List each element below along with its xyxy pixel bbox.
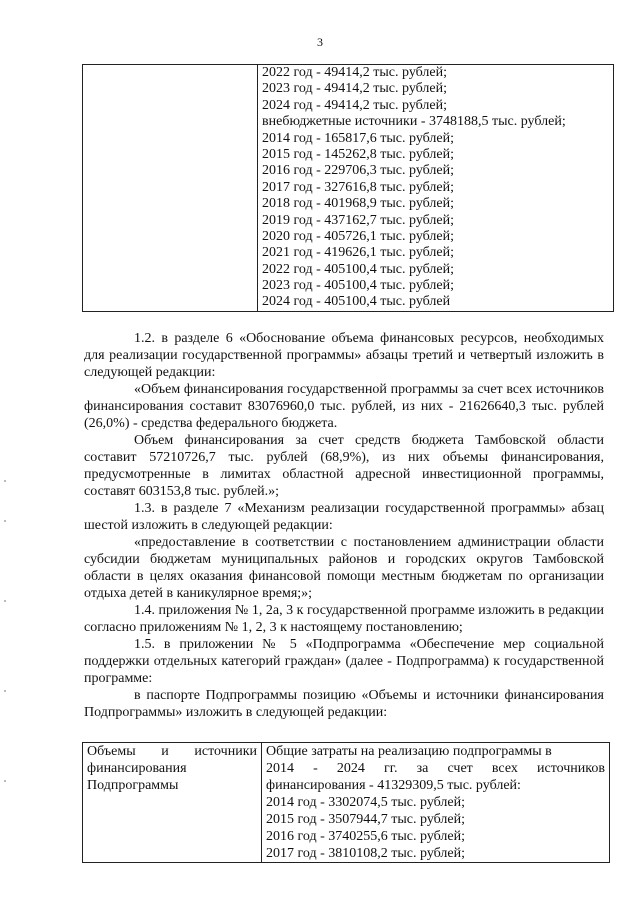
paragraph: 1.5. в приложении № 5 «Подпрограмма «Обеспечение мер социальной поддержки отдельных категорий граждан» (далее - Подпрограмма) к государственной программе: bbox=[84, 637, 604, 686]
document-body bbox=[84, 330, 604, 721]
paragraph: 1.3. в разделе 7 «Механизм реализации государственной программы» абзац шестой изложить в следующей редакции: bbox=[84, 501, 604, 533]
funding-line: 2020 год - 405726,1 тыс. рублей; bbox=[262, 228, 455, 244]
paragraph: «предоставление в соответствии с постановлением администрации области субсидии бюджетам муниципальных районов и городских округов Тамбовской области в целях оказания финансовой помощи местным бюджетам по организации отдыха детей в каникулярное время;»; bbox=[84, 535, 604, 601]
funding-line: 2014 год - 165817,6 тыс. рублей; bbox=[262, 130, 455, 146]
funding-line: 2023 год - 405100,4 тыс. рублей; bbox=[262, 278, 455, 294]
position-label-line: Подпрограммы bbox=[87, 778, 179, 793]
funding-line: 2022 год - 49414,2 тыс. рублей; bbox=[262, 65, 448, 80]
funding-line: внебюджетные источники - 3748188,5 тыс. рублей; bbox=[262, 114, 566, 130]
paragraph: 1.2. в разделе 6 «Обоснование объема финансовых ресурсов, необходимых для реализации государственной программы» абзацы третий и четвертый изложить в следующей редакции: bbox=[84, 331, 604, 380]
funding-line: Общие затраты на реализацию подпрограммы в bbox=[266, 744, 552, 759]
funding-line: 2016 год - 229706,3 тыс. рублей; bbox=[262, 163, 455, 179]
paragraph: «Объем финансирования государственной программы за счет всех источников финансирования составит 83076960,0 тыс. рублей, из них - 21626640,3 тыс. рублей (26,0%) - средства федерального бюджета. bbox=[84, 382, 604, 431]
funding-line: 2024 год - 49414,2 тыс. рублей; bbox=[262, 97, 448, 113]
funding-line: 2021 год - 419626,1 тыс. рублей; bbox=[262, 245, 455, 261]
position-label-line: Объемы и источники bbox=[87, 744, 257, 759]
funding-line: 2015 год - 3507944,7 тыс. рублей; bbox=[266, 812, 466, 827]
funding-line: финансирования - 41329309,5 тыс. рублей: bbox=[266, 778, 521, 793]
paragraph: 1.4. приложения № 1, 2а, 3 к государственной программе изложить в редакции согласно приложениям № 1, 2, 3 к настоящему постановлению; bbox=[84, 603, 604, 635]
funding-line: 2014 год - 3302074,5 тыс. рублей; bbox=[266, 795, 466, 810]
funding-table-continued bbox=[82, 64, 614, 312]
page-number: 3 bbox=[317, 35, 323, 49]
funding-line: 2022 год - 405100,4 тыс. рублей; bbox=[262, 261, 455, 277]
position-value-cell bbox=[262, 743, 610, 863]
paragraph: в паспорте Подпрограммы позицию «Объемы и источники финансирования Подпрограммы» изложить в следующей редакции: bbox=[84, 688, 604, 720]
paragraph: Объем финансирования за счет средств бюджета Тамбовской области составит 57210726,7 тыс. рублей (68,9%), из них объемы финансирования, предусмотренные в лимитах областной адресной инвестиционной программы, составят 603153,8 тыс. рублей.»; bbox=[84, 433, 604, 499]
funding-line: 2017 год - 327616,8 тыс. рублей; bbox=[262, 179, 455, 195]
subprogram-funding-table bbox=[82, 742, 610, 863]
funding-line: 2023 год - 49414,2 тыс. рублей; bbox=[262, 81, 448, 97]
position-label-line: финансирования bbox=[87, 761, 187, 776]
funding-line: 2014 - 2024 гг. за счет всех источников bbox=[266, 761, 605, 776]
table-label-cell bbox=[83, 65, 258, 312]
table-values-cell bbox=[258, 65, 614, 312]
funding-line: 2016 год - 3740255,6 тыс. рублей; bbox=[266, 829, 466, 844]
funding-line: 2018 год - 401968,9 тыс. рублей; bbox=[262, 196, 455, 212]
scan-margin-marks bbox=[4, 480, 10, 810]
position-label-cell bbox=[83, 743, 262, 863]
funding-line: 2015 год - 145262,8 тыс. рублей; bbox=[262, 146, 455, 162]
funding-line: 2019 год - 437162,7 тыс. рублей; bbox=[262, 212, 455, 228]
funding-line: 2017 год - 3810108,2 тыс. рублей; bbox=[266, 846, 466, 861]
funding-line: 2024 год - 405100,4 тыс. рублей bbox=[262, 294, 451, 310]
